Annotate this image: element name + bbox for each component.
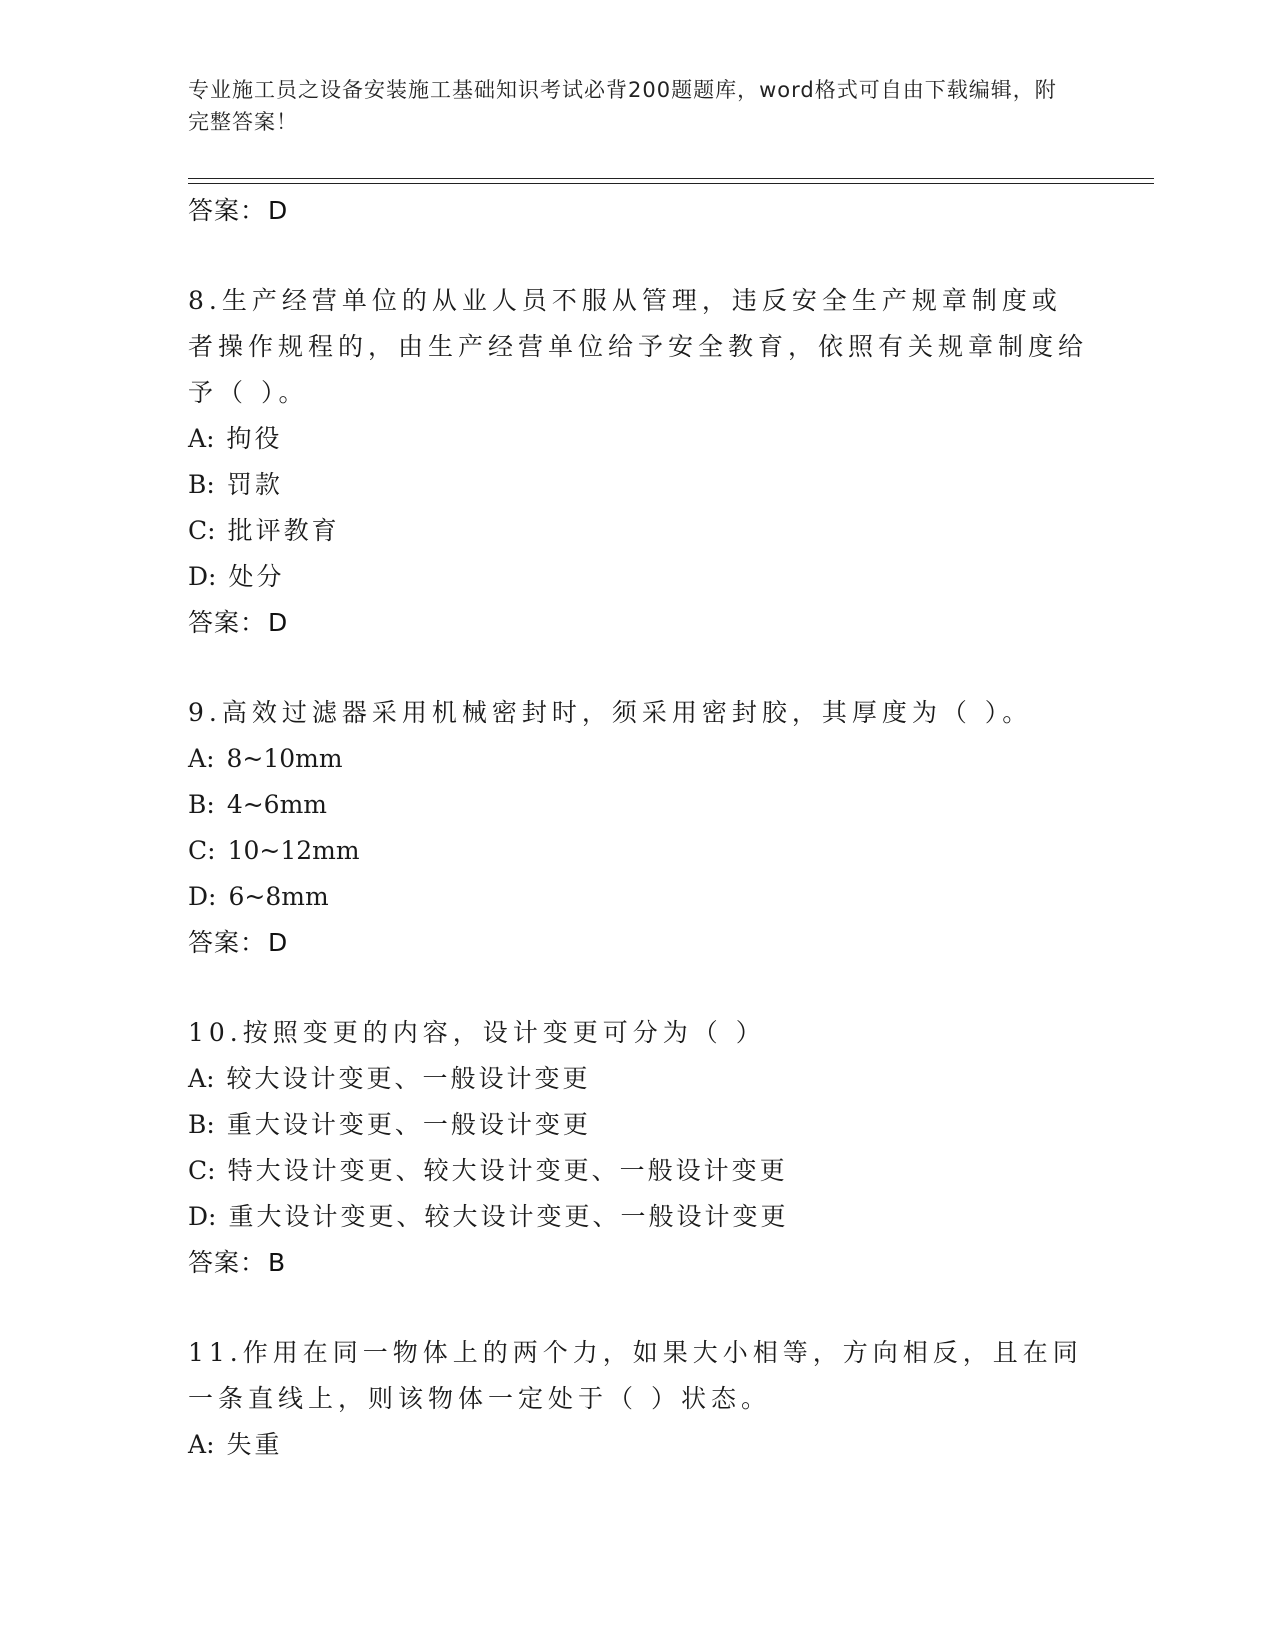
spacer: [188, 966, 1088, 1010]
option-text: 重大设计变更、一般设计变更: [226, 1110, 591, 1139]
answer-value: B: [268, 1248, 287, 1277]
option-d: D: 重大设计变更、较大设计变更、一般设计变更: [188, 1202, 789, 1231]
answer-value: D: [268, 196, 289, 225]
spacer: [188, 234, 1088, 278]
option-a: A: 8~10mm: [188, 744, 343, 773]
option-a: A: 拘役: [188, 424, 283, 453]
option-letter: B: [188, 790, 207, 819]
option-text: 特大设计变更、较大设计变更、一般设计变更: [227, 1156, 788, 1185]
option-letter: D: [188, 562, 209, 591]
option-a: A: 较大设计变更、一般设计变更: [188, 1064, 591, 1093]
question-text: 10.按照变更的内容，设计变更可分为（ ）: [188, 1018, 766, 1047]
option-letter: C: [188, 1156, 208, 1185]
option-text: 失重: [226, 1430, 283, 1459]
option-text: 8~10mm: [226, 744, 343, 773]
option-letter: D: [188, 882, 209, 911]
option-c: C: 批评教育: [188, 516, 340, 545]
answer-value: D: [268, 608, 289, 637]
answer-line: [188, 188, 1088, 234]
answer-line: [188, 600, 1088, 646]
option-text: 4~6mm: [226, 790, 327, 819]
option-text: 批评教育: [227, 516, 340, 545]
option-d: D: 6~8mm: [188, 882, 329, 911]
option-text: 处分: [228, 562, 285, 591]
option-text: 10~12mm: [227, 836, 360, 865]
option-letter: B: [188, 1110, 207, 1139]
option-letter: A: [188, 744, 207, 773]
option-text: 拘役: [226, 424, 283, 453]
answer-label: 答案：: [188, 1248, 267, 1277]
option-letter: C: [188, 516, 208, 545]
option-letter: A: [188, 1430, 207, 1459]
spacer: [188, 646, 1088, 690]
option-b: B: 4~6mm: [188, 790, 327, 819]
option-text: 重大设计变更、较大设计变更、一般设计变更: [228, 1202, 789, 1231]
document-content: [188, 188, 1088, 1468]
question-text: 8.生产经营单位的从业人员不服从管理，违反安全生产规章制度或者操作规程的，由生产经营单位给予安全教育，依照有关规章制度给予（ ）。: [188, 286, 1089, 407]
answer-line: [188, 920, 1088, 966]
option-letter: C: [188, 836, 208, 865]
option-text: 罚款: [226, 470, 283, 499]
header-rule-top: [188, 178, 1154, 179]
option-a: A: 失重: [188, 1430, 283, 1459]
header-rule-bottom: [188, 183, 1154, 184]
answer-label: 答案：: [188, 928, 267, 957]
option-text: 6~8mm: [228, 882, 329, 911]
option-d: D: 处分: [188, 562, 285, 591]
option-letter: D: [188, 1202, 209, 1231]
question-text: 9.高效过滤器采用机械密封时，须采用密封胶，其厚度为（ ）。: [188, 698, 1033, 727]
option-b: B: 罚款: [188, 470, 283, 499]
option-b: B: 重大设计变更、一般设计变更: [188, 1110, 591, 1139]
answer-label: 答案：: [188, 196, 267, 225]
option-text: 较大设计变更、一般设计变更: [226, 1064, 591, 1093]
option-c: C: 特大设计变更、较大设计变更、一般设计变更: [188, 1156, 788, 1185]
answer-line: [188, 1240, 1088, 1286]
spacer: [188, 1286, 1088, 1330]
option-c: C: 10~12mm: [188, 836, 360, 865]
document-header: 专业施工员之设备安装施工基础知识考试必背200题题库，word格式可自由下载编辑，附完整答案！: [188, 78, 1057, 134]
answer-label: 答案：: [188, 608, 267, 637]
option-letter: A: [188, 424, 207, 453]
answer-value: D: [268, 928, 289, 957]
option-letter: B: [188, 470, 207, 499]
question-text: 11.作用在同一物体上的两个力，如果大小相等，方向相反，且在同一条直线上，则该物体一定处于（ ）状态。: [188, 1338, 1083, 1413]
option-letter: A: [188, 1064, 207, 1093]
